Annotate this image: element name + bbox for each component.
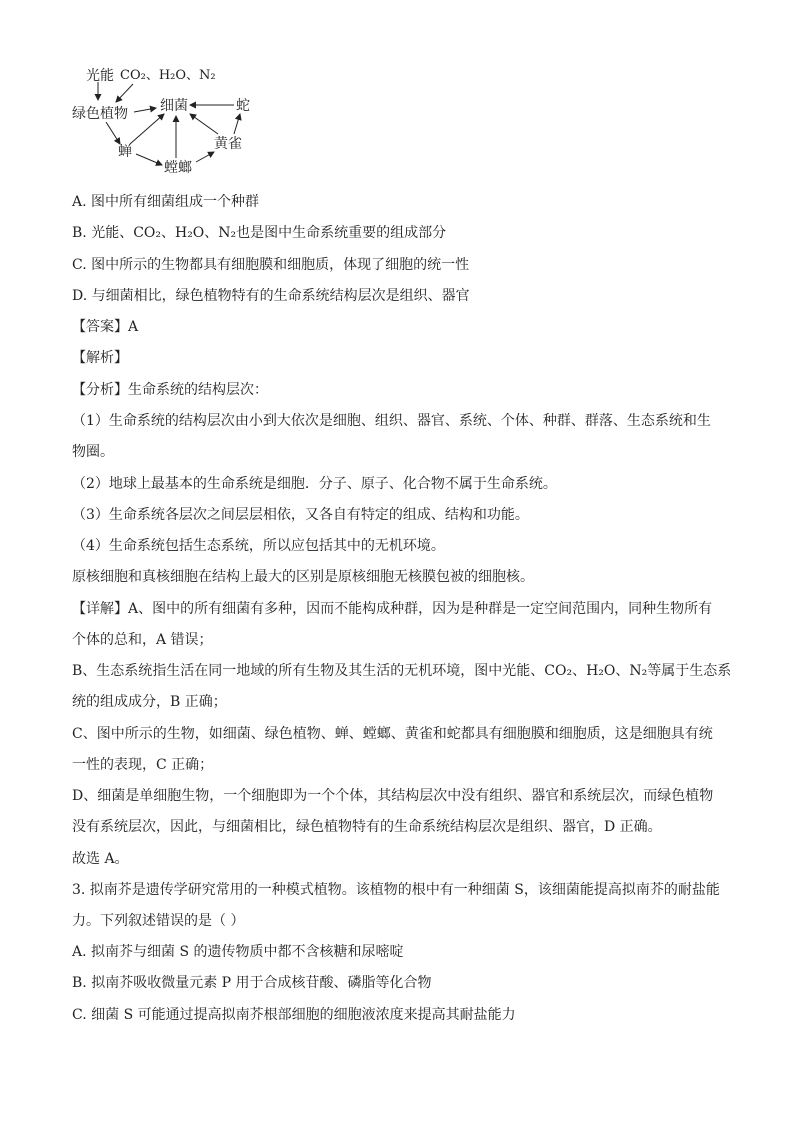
label-mantis: 螳螂: [164, 160, 192, 176]
q2-detail-a2: 个体的总和，A 错误；: [72, 632, 213, 648]
q2-detail-c2: 一性的表现，C 正确；: [72, 757, 214, 773]
q2-detail-b1: B、生态系统指生活在同一地域的所有生物及其生活的无机环境，图中光能、CO₂、H₂O、N₂等属于生态系: [72, 663, 732, 679]
q2-answer: 【答案】A: [72, 319, 139, 335]
label-sun: 光能: [86, 68, 114, 84]
q2-detail-d2: 没有系统层次，因此，与细菌相比，绿色植物特有的生命系统结构层次是组织、器官，D 正确。: [72, 819, 662, 835]
label-snake: 蛇: [236, 98, 250, 114]
q2-point3: （3）生命系统各层次之间层层相依，又各自有特定的组成、结构和功能。: [72, 507, 529, 523]
label-abiotic: CO₂、H₂O、N₂: [120, 68, 216, 83]
q3-stem-b: 力。下列叙述错误的是（ ）: [72, 913, 245, 929]
q3-option-a: A. 拟南芥与细菌 S 的遗传物质中都不含核糖和尿嘧啶: [72, 944, 404, 960]
arrow-mantis-to-oriole: [196, 152, 214, 162]
q2-fenxi: 【分析】生命系统的结构层次：: [72, 382, 268, 398]
q2-point1-a: （1）生命系统的结构层次由小到大依次是细胞、组织、器官、系统、个体、种群、群落、生态系统和生: [72, 413, 711, 429]
q2-prokaryote: 原核细胞和真核细胞在结构上最大的区别是原核细胞无核膜包被的细胞核。: [72, 569, 534, 585]
q2-detail-d1: D、细菌是单细胞生物，一个细胞即为一个个体，其结构层次中没有组织、器官和系统层次，而绿色植物: [72, 788, 714, 804]
q3-option-c: C. 细菌 S 可能通过提高拟南芥根部细胞的细胞液浓度来提高其耐盐能力: [72, 1007, 516, 1023]
food-web-diagram: [68, 62, 278, 182]
arrow-cicada-to-mantis: [136, 154, 162, 165]
q3-option-b: B. 拟南芥吸收微量元素 P 用于合成核苷酸、磷脂等化合物: [72, 975, 432, 991]
arrow-oriole-to-bacteria: [190, 114, 218, 134]
label-cicada: 蝉: [118, 144, 132, 160]
q2-point4: （4）生命系统包括生态系统，所以应包括其中的无机环境。: [72, 538, 445, 554]
q2-detail-b2: 统的组成成分，B 正确；: [72, 694, 227, 710]
q2-option-b: B. 光能、CO₂、H₂O、N₂也是图中生命系统重要的组成部分: [72, 225, 447, 241]
q2-option-a: A. 图中所有细菌组成一个种群: [72, 194, 260, 210]
q2-option-d: D. 与细菌相比，绿色植物特有的生命系统结构层次是组织、器官: [72, 288, 470, 304]
arrow-plant-to-cicada: [106, 122, 120, 144]
label-oriole: 黄雀: [214, 136, 242, 152]
q2-detail-c1: C、图中所示的生物，如细菌、绿色植物、蝉、螳螂、黄雀和蛇都具有细胞膜和细胞质，这是细胞具有统: [72, 726, 713, 742]
q3-stem-a: 3. 拟南芥是遗传学研究常用的一种模式植物。该植物的根中有一种细菌 S，该细菌能提高拟南芥的耐盐能: [72, 882, 720, 898]
label-green-plant: 绿色植物: [72, 106, 128, 122]
q2-option-c: C. 图中所示的生物都具有细胞膜和细胞质，体现了细胞的统一性: [72, 257, 470, 273]
arrow-oriole-to-snake: [234, 114, 240, 134]
q2-detail-a1: 【详解】A、图中的所有细菌有多种，因而不能构成种群，因为是种群是一定空间范围内，同种生物所有: [72, 601, 713, 617]
q2-point2: （2）地球上最基本的生命系统是细胞．分子、原子、化合物不属于生命系统。: [72, 476, 557, 492]
q2-conclusion: 故选 A。: [72, 851, 129, 867]
arrow-cicada-to-bacteria: [130, 114, 164, 144]
q2-point1-b: 物圈。: [72, 444, 114, 460]
arrow-abiotic-to-plant: [116, 84, 133, 102]
arrow-plant-to-bacteria: [134, 108, 156, 112]
q2-analysis-heading: 【解析】: [72, 350, 128, 366]
label-bacteria: 细菌: [160, 98, 188, 114]
